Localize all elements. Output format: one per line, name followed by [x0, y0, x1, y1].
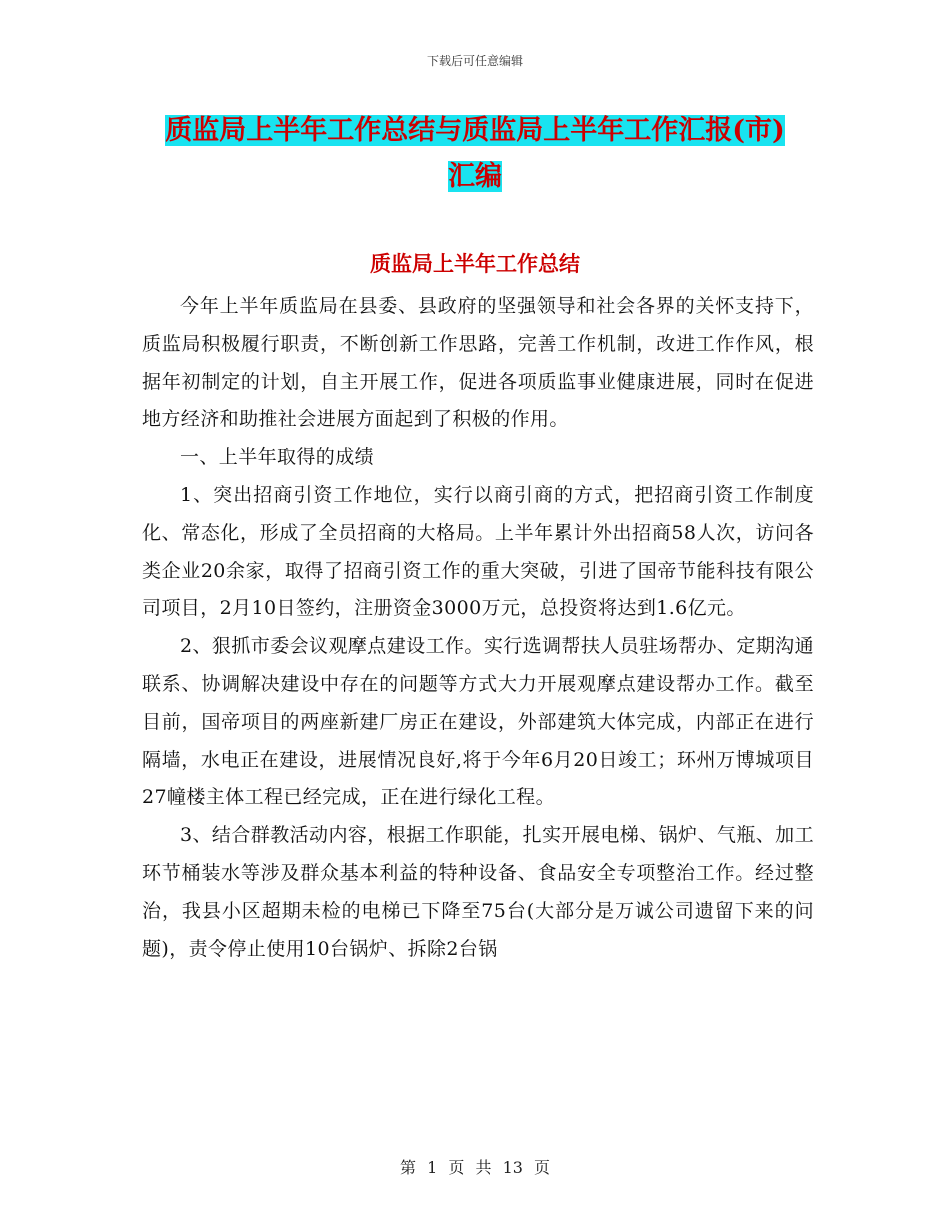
footer-di: 第	[399, 1158, 416, 1177]
paragraph-item-2: 2、狠抓市委会议观摩点建设工作。实行选调帮扶人员驻场帮办、定期沟通联系、协调解决建设中存在的问题等方式大力开展观摩点建设帮办工作。截至目前，国帝项目的两座新建厂房正在建设，外部建筑大体完成，内部正在进行隔墙，水电正在建设，进展情况良好,将于今年6月20日竣工；环州万博城项目27幢楼主体工程已经完成，正在进行绿化工程。	[142, 635, 814, 809]
paragraph-item-1: 1、突出招商引资工作地位，实行以商引商的方式，把招商引资工作制度化、常态化，形成了全员招商的大格局。上半年累计外出招商58人次，访问各类企业20余家，取得了招商引资工作的重大突破，引进了国帝节能科技有限公司项目，2月10日签约，注册资金3000万元，总投资将达到1.6亿元。	[142, 483, 814, 620]
footer-ye: 页	[448, 1158, 465, 1177]
document-title-line2: 汇编	[448, 161, 502, 192]
footer-gong: 共	[475, 1158, 492, 1177]
paragraph-item-3: 3、结合群教活动内容，根据工作职能，扎实开展电梯、锅炉、气瓶、加工环节桶装水等涉及群众基本利益的特种设备、食品安全专项整治工作。经过整治，我县小区超期未检的电梯已下降至75台(大部分是万诚公司遗留下来的问题)，责令停止使用10台锅炉、拆除2台锅	[142, 824, 814, 960]
footer-page-number: 1	[427, 1158, 438, 1177]
body-text	[142, 288, 814, 968]
footer-ye-2: 页	[534, 1158, 551, 1177]
footer-total-pages: 13	[502, 1158, 523, 1177]
page-footer	[0, 1155, 950, 1178]
page-header-note: 下载后可任意编辑	[426, 54, 523, 68]
paragraph-heading-achievements: 一、上半年取得的成绩	[180, 446, 375, 469]
document-title	[120, 108, 830, 200]
document-title-line1: 质监局上半年工作总结与质监局上半年工作汇报(市)	[165, 115, 785, 146]
paragraph-intro: 今年上半年质监局在县委、县政府的坚强领导和社会各界的关怀支持下，质监局积极履行职责，不断创新工作思路，完善工作机制，改进工作作风，根据年初制定的计划，自主开展工作，促进各项质监事业健康进展，同时在促进地方经济和助推社会进展方面起到了积极的作用。	[142, 295, 814, 431]
section-title: 质监局上半年工作总结	[370, 251, 580, 276]
